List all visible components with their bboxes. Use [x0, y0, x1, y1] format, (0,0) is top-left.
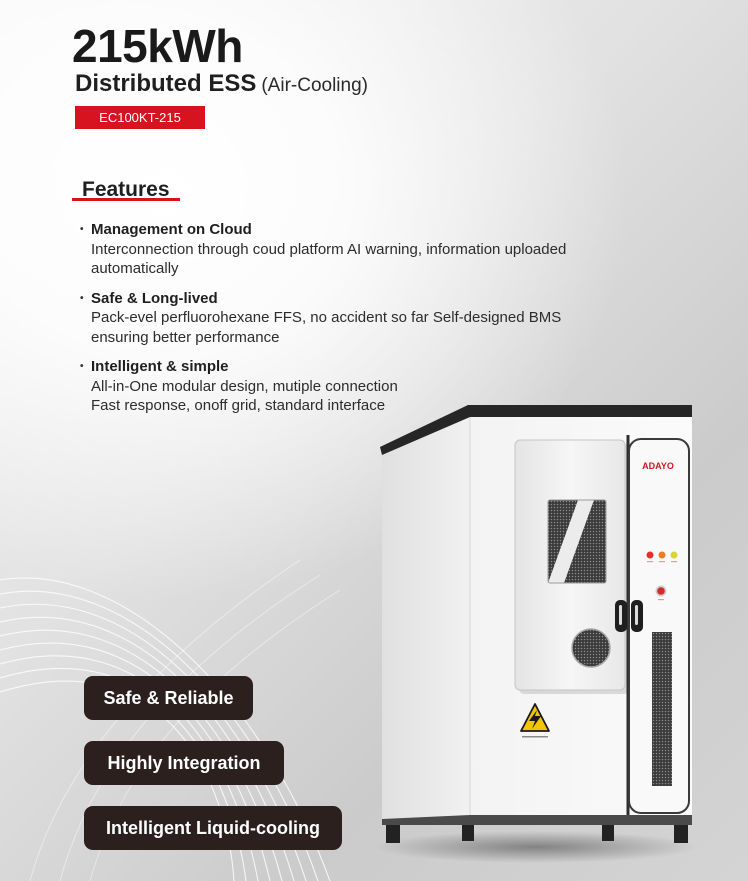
features-heading: Features: [82, 178, 170, 201]
highlight-safe-reliable: Safe & Reliable: [84, 676, 253, 720]
feature-description-line: automatically: [91, 260, 179, 277]
floor-shadow: [374, 831, 698, 863]
feature-item: [80, 289, 680, 348]
product-image: [370, 395, 700, 875]
feature-description-line: All-in-One modular design, mutiple connection: [91, 377, 398, 395]
feature-description-line: Pack-evel perfluorohexane FFS, no accident so far Self-designed BMS: [91, 309, 562, 326]
vent-grille: [548, 500, 606, 583]
feature-title: • Safe & Long-lived: [91, 289, 680, 309]
product-title: [75, 70, 368, 101]
product-name: Distributed ESS: [75, 70, 257, 97]
highlight-liquid-cooling: Intelligent Liquid-cooling: [84, 806, 342, 850]
side-vent: [652, 632, 672, 786]
feature-description-line: ensuring better performance: [91, 328, 280, 346]
feature-description-line: Fast response, onoff grid, standard interface: [91, 397, 386, 414]
feature-title: • Intelligent & simple: [91, 357, 680, 377]
cabinet-side-panel: [382, 415, 470, 819]
features-list: [80, 220, 680, 426]
highlight-labels: [84, 676, 342, 850]
feature-item: [80, 357, 680, 416]
feature-title: • Management on Cloud: [91, 220, 680, 240]
feature-description-line: Interconnection through coud platform AI warning, information uploaded: [91, 240, 567, 258]
brand-logo: ADAYO: [642, 461, 674, 471]
fan-grille: [572, 629, 610, 667]
capacity-title: 215kWh: [72, 20, 243, 72]
model-badge: EC100KT-215: [75, 106, 205, 129]
product-variant: (Air-Cooling): [261, 75, 368, 96]
highlight-integration: Highly Integration: [84, 741, 284, 785]
feature-item: [80, 220, 680, 279]
